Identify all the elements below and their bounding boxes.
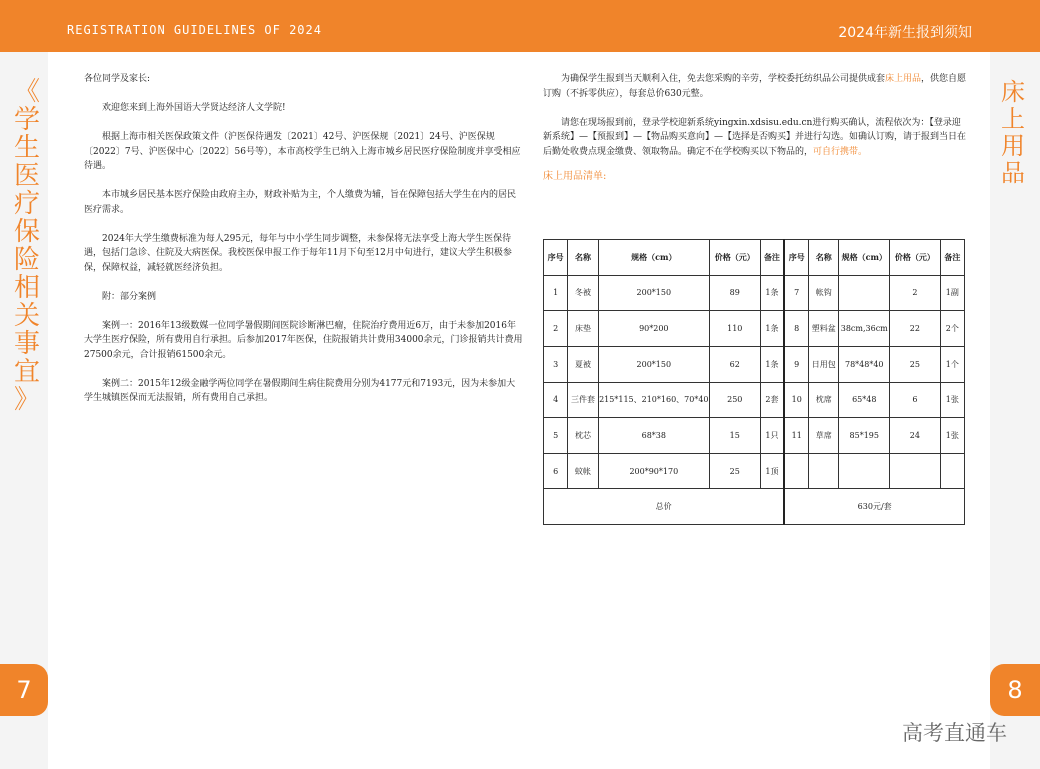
table-cell: 1只 [760, 418, 784, 454]
table-cell: 草席 [809, 418, 839, 454]
table-cell: 1张 [940, 382, 964, 418]
table-cell: 夏被 [568, 346, 598, 382]
table-cell: 1条 [760, 275, 784, 311]
table-cell: 2 [890, 275, 941, 311]
table-cell: 3 [544, 346, 568, 382]
table-cell: 枕席 [809, 382, 839, 418]
header-bar [0, 0, 1040, 52]
paragraph: 案例二：2015年12级金融学两位同学在暑假期间生病住院费用分别为4177元和7193元，因为未参加大学生城镇医保而无法报销，所有费用自己承担。 [84, 378, 516, 403]
table-total-row [544, 489, 965, 525]
table-cell: 89 [709, 275, 760, 311]
table-cell: 110 [709, 311, 760, 347]
table-cell: 25 [890, 346, 941, 382]
table-cell: 床垫 [568, 311, 598, 347]
table-cell: 冬被 [568, 275, 598, 311]
table-header-cell: 备注 [940, 240, 964, 276]
total-label: 总价 [544, 489, 785, 525]
table-header-row [544, 240, 965, 276]
list-title: 床上用品清单: [543, 170, 607, 182]
table-cell: 三件套 [568, 382, 598, 418]
table-header-cell: 价格（元） [709, 240, 760, 276]
goods-table [543, 239, 965, 525]
table-cell: 塑料盆 [809, 311, 839, 347]
left-text-column [84, 72, 524, 420]
table-cell: 9 [784, 346, 808, 382]
table-cell: 1条 [760, 311, 784, 347]
highlight-text: 可自行携带。 [813, 146, 868, 157]
table-cell: 2个 [940, 311, 964, 347]
table-cell [890, 453, 941, 489]
paragraph: 案例一：2016年13级数媒一位同学暑假期间医院诊断淋巴瘤，住院治疗费用近6万，由于未参加2016年大学生医疗保险，所有费用自行承担。后参加2017年医保，住院报销共计费用34000余元，门诊报销共计费用27500余元，合计报销61500余元。 [84, 320, 523, 360]
header-left-title: REGISTRATION GUIDELINES OF 2024 [67, 23, 322, 37]
table-header-cell: 序号 [544, 240, 568, 276]
table-cell: 25 [709, 453, 760, 489]
table-cell: 24 [890, 418, 941, 454]
table-cell: 85*195 [839, 418, 890, 454]
paragraph: 附：部分案例 [102, 291, 157, 302]
table-row [544, 418, 965, 454]
table-cell: 10 [784, 382, 808, 418]
table-cell: 5 [544, 418, 568, 454]
table-cell: 215*115、210*160、70*40 [598, 382, 709, 418]
table-cell: 帐钩 [809, 275, 839, 311]
table-cell: 11 [784, 418, 808, 454]
table-row [544, 275, 965, 311]
table-header-cell: 规格（cm） [598, 240, 709, 276]
table-cell: 1张 [940, 418, 964, 454]
table-cell: 6 [890, 382, 941, 418]
highlight-text: 床上用品 [885, 74, 922, 84]
table-cell: 2套 [760, 382, 784, 418]
paragraph: 2024年大学生缴费标准为每人295元，每年与中小学生同步调整，未参保将无法享受上海大学生医保待遇，包括门急诊、住院及大病医保。我校医保申报工作于每年11月下旬至12月中旬进行，建议大学生积极参保，保障权益，减轻就医经济负担。 [84, 233, 512, 273]
table-cell: 22 [890, 311, 941, 347]
table-cell: 1副 [940, 275, 964, 311]
table-cell [809, 453, 839, 489]
table-cell: 1个 [940, 346, 964, 382]
table-cell: 250 [709, 382, 760, 418]
table-cell: 日用包 [809, 346, 839, 382]
table-cell: 62 [709, 346, 760, 382]
table-cell: 8 [784, 311, 808, 347]
table-header-cell: 价格（元） [890, 240, 941, 276]
table-cell: 蚊帐 [568, 453, 598, 489]
header-right-title: 2024年新生报到须知 [838, 25, 972, 41]
paragraph: 根据上海市相关医保政策文件（沪医保待遇发〔2021〕42号、沪医保规〔2021〕24号、沪医保规〔2022〕7号、沪医保中心〔2022〕56号等），本市高校学生已纳入上海市城乡居民医疗保险制度并享受相应待遇。 [84, 132, 521, 171]
paragraph: 欢迎您来到上海外国语大学贤达经济人文学院! [102, 103, 286, 113]
right-vertical-title: 床 上 用 品 [1001, 78, 1025, 187]
table-cell: 68*38 [598, 418, 709, 454]
table-cell: 65*48 [839, 382, 890, 418]
paragraph: 本市城乡居民基本医疗保险由政府主办，财政补贴为主，个人缴费为辅，旨在保障包括大学生在内的居民医疗需求。 [84, 190, 517, 215]
table-header-cell: 序号 [784, 240, 808, 276]
table-cell: 38cm,36cm [839, 311, 890, 347]
greeting: 各位同学及家长: [84, 74, 151, 84]
total-value: 630元/套 [784, 489, 964, 525]
table-header-cell: 备注 [760, 240, 784, 276]
table-cell: 6 [544, 453, 568, 489]
table-cell [784, 453, 808, 489]
table-header-cell: 名称 [809, 240, 839, 276]
table-cell [839, 453, 890, 489]
left-page-number: 7 [0, 664, 48, 716]
table-cell [839, 275, 890, 311]
table-row [544, 346, 965, 382]
watermark: 高考直通车 [902, 721, 1007, 745]
table-cell: 200*150 [598, 346, 709, 382]
table-cell: 4 [544, 382, 568, 418]
table-cell: 2 [544, 311, 568, 347]
paragraph: 为确保学生报到当天顺利入住，免去您采购的辛劳，学校委托纺织品公司提供成套床上用品，供您自愿订购（不拆零供应），每套总价630元整。 [543, 74, 967, 99]
table-cell: 1条 [760, 346, 784, 382]
table-cell: 90*200 [598, 311, 709, 347]
table-header-cell: 名称 [568, 240, 598, 276]
table-row [544, 453, 965, 489]
right-page-number: 8 [990, 664, 1040, 716]
table-cell: 7 [784, 275, 808, 311]
left-vertical-title: 《 学 生 医 疗 保 险 相 关 事 宜 》 [13, 77, 40, 415]
table-cell: 200*150 [598, 275, 709, 311]
table-row [544, 311, 965, 347]
table-row [544, 382, 965, 418]
paragraph: 请您在现场报到前，登录学校迎新系统yingxin.xdsisu.edu.cn进行购买确认，流程依次为：【登录迎新系统】—【预报到】—【物品购买意向】—【选择是否购买】并进行勾选。如确认订购，请于报到当日在后勤处收费点现金缴费、领取物品。确定不在学校购买以下物品的，可自行携带。 [543, 117, 967, 157]
table-cell: 1顶 [760, 453, 784, 489]
table-cell: 200*90*170 [598, 453, 709, 489]
right-text-column [543, 72, 968, 188]
table-cell: 枕芯 [568, 418, 598, 454]
table-header-cell: 规格（cm） [839, 240, 890, 276]
table-cell: 78*48*40 [839, 346, 890, 382]
table-cell: 1 [544, 275, 568, 311]
table-cell: 15 [709, 418, 760, 454]
table-cell [940, 453, 964, 489]
